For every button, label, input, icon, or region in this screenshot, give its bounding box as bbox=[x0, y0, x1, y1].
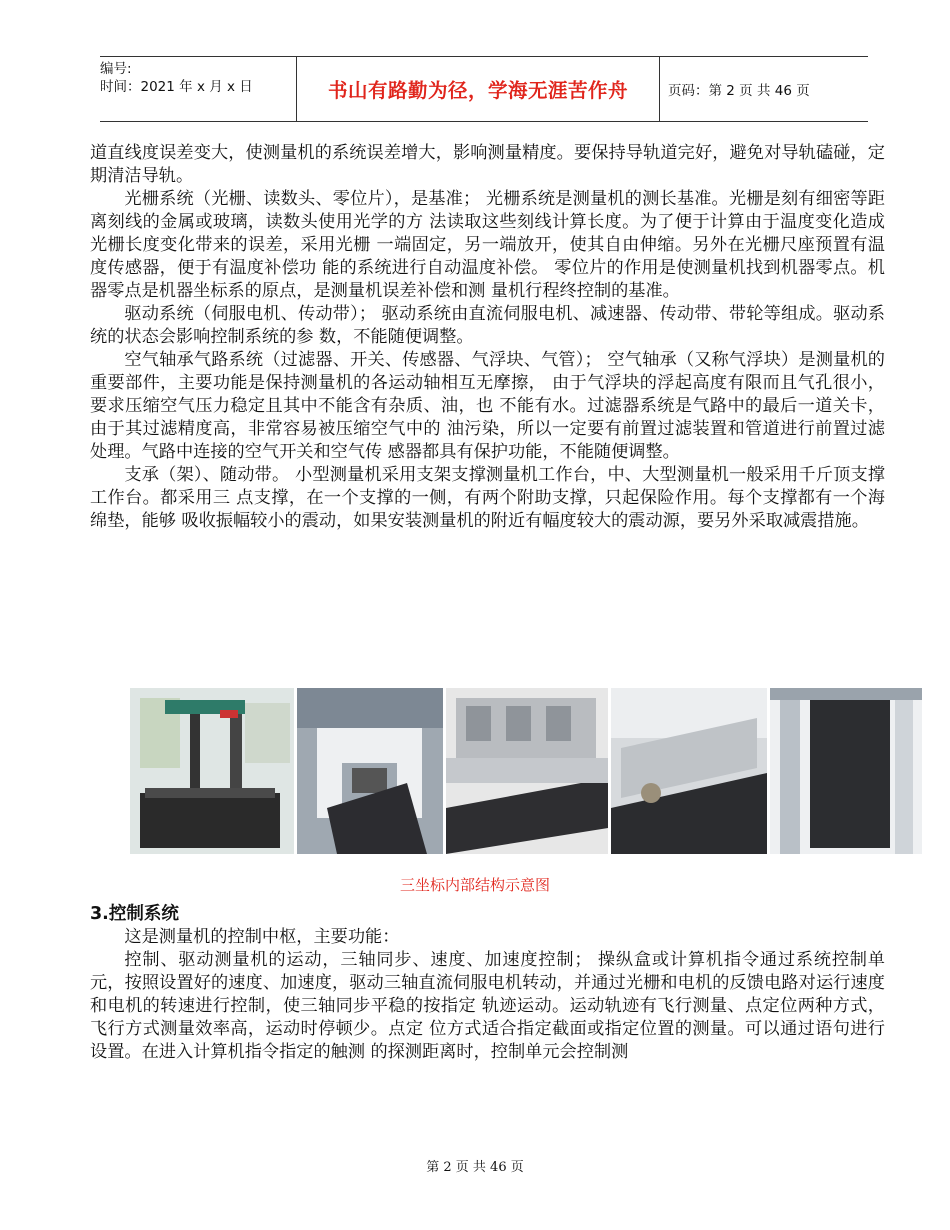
time-label: 时间：2021 年 x 月 x 日 bbox=[100, 79, 253, 95]
header-meta bbox=[100, 57, 296, 121]
section-title: 3.控制系统 bbox=[90, 904, 179, 924]
photo-granite-guideway bbox=[446, 688, 608, 854]
page-footer: 第 2 页 共 46 页 bbox=[426, 1160, 524, 1175]
paragraph: 这是测量机的控制中枢，主要功能： bbox=[124, 927, 400, 947]
photo-strip bbox=[130, 688, 922, 854]
paragraph: 光栅系统（光栅、读数头、零位片），是基准； 光栅系统是测量机的测长基准。光栅是刻有细密等距离刻线的金属或玻璃，读数头使用光学的方 法读取这些刻线计算长度。为了便于计算由于温度变化造成光栅长度变化带来的误差，采用光栅 一端固定，另一端放开，使其自由伸缩。另外在光栅尺座预置有温度传感器，便于有温度补偿功 能的系统进行自动温度补偿。 零位片的作用是使测量机找到机器零点。机器零点是机器坐标系的原点，是测量机误差补偿和测 量机行程终控制的基准。 bbox=[90, 189, 885, 301]
number-label: 编号: bbox=[100, 61, 132, 77]
photo-cmm-machine bbox=[130, 688, 294, 854]
paragraph: 支承（架）、随动带。 小型测量机采用支架支撑测量机工作台，中、大型测量机一般采用千斤顶支撑工作台。都采用三 点支撑，在一个支撑的一侧，有两个附助支撑，只起保险作用。每个支撑都有一个海绵垫，能够 吸收振幅较小的震动，如果安装测量机的附近有幅度较大的震动源，要另外采取减震措施。 bbox=[90, 465, 885, 531]
photo-bearing-detail bbox=[611, 688, 767, 854]
body-text-top bbox=[90, 142, 885, 533]
paragraph: 道直线度误差变大，使测量机的系统误差增大，影响测量精度。要保持导轨道完好，避免对导轨磕碰，定期清洁导轨。 bbox=[90, 143, 885, 186]
figure-caption: 三坐标内部结构示意图 bbox=[399, 876, 550, 894]
paragraph: 控制、驱动测量机的运动，三轴同步、速度、加速度控制； 操纵盒或计算机指令通过系统控制单元，按照设置好的速度、加速度，驱动三轴直流伺服电机转动，并通过光栅和电机的反馈电路对运行速度和电机的转速进行控制，使三轴同步平稳的按指定 轨迹运动。运动轨迹有飞行测量、点定位两种方式，飞行方式测量效率高，运动时停顿少。点定 位方式适合指定截面或指定位置的测量。可以通过语句进行设置。在进入计算机指令指定的触测 的探测距离时，控制单元会控制测 bbox=[90, 950, 885, 1062]
photo-air-bearing bbox=[297, 688, 443, 854]
body-text-bottom bbox=[90, 926, 885, 1064]
photo-vertical-axis bbox=[770, 688, 922, 854]
header-motto: 书山有路勤为径，学海无涯苦作舟 bbox=[296, 57, 660, 121]
header-page-label: 页码：第 2 页 共 46 页 bbox=[668, 83, 810, 99]
page-header bbox=[100, 56, 868, 122]
paragraph: 空气轴承气路系统（过滤器、开关、传感器、气浮块、气管）； 空气轴承（又称气浮块）是测量机的重要部件，主要功能是保持测量机的各运动轴相互无摩擦， 由于气浮块的浮起高度有限而且气孔很小，要求压缩空气压力稳定且其中不能含有杂质、油，也 不能有水。过滤器系统是气路中的最后一道关卡，由于其过滤精度高，非常容易被压缩空气中的 油污染，所以一定要有前置过滤装置和管道进行前置过滤处理。气路中连接的空气开关和空气传 感器都具有保护功能，不能随便调整。 bbox=[90, 350, 885, 462]
paragraph: 驱动系统（伺服电机、传动带）； 驱动系统由直流伺服电机、减速器、传动带、带轮等组成。驱动系统的状态会影响控制系统的参 数，不能随便调整。 bbox=[90, 304, 885, 347]
